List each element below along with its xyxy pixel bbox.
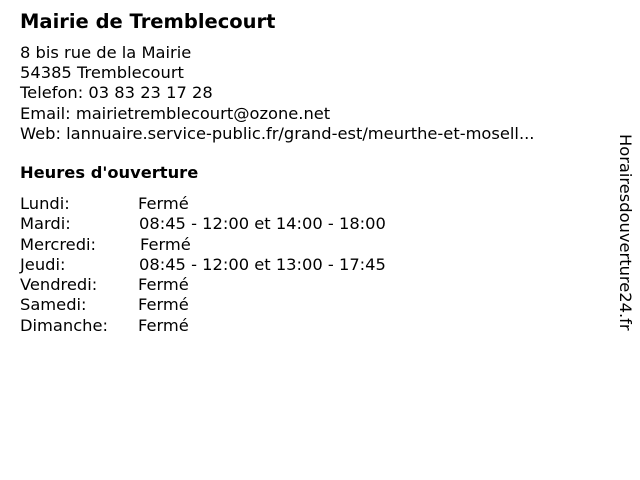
day-label: Mardi: xyxy=(20,214,71,234)
day-label: Samedi: xyxy=(20,295,87,315)
address-block xyxy=(20,43,534,144)
day-hours: 08:45 - 12:00 et 13:00 - 17:45 xyxy=(139,254,386,274)
phone-number: Telefon: 03 83 23 17 28 xyxy=(20,83,213,103)
page-title: Mairie de Tremblecourt xyxy=(20,10,276,33)
opening-hours-heading: Heures d'ouverture xyxy=(20,163,199,182)
day-label: Vendredi: xyxy=(20,275,98,295)
email-address: Email: mairietremblecourt@ozone.net xyxy=(20,103,331,123)
day-hours: Fermé xyxy=(138,295,189,315)
street-address: 8 bis rue de la Mairie xyxy=(20,43,192,62)
day-label: Lundi: xyxy=(20,194,70,213)
day-hours: 08:45 - 12:00 et 14:00 - 18:00 xyxy=(139,214,386,234)
brand-text: Horairesdouverture24.fr xyxy=(616,134,635,331)
website-url: Web: lannuaire.service-public.fr/grand-est/meurthe-et-mosell... xyxy=(20,123,535,143)
day-label: Jeudi: xyxy=(20,254,66,274)
day-hours: Fermé xyxy=(138,194,189,213)
day-hours: Fermé xyxy=(140,234,191,254)
day-label: Mercredi: xyxy=(20,234,97,254)
brand-watermark xyxy=(614,134,634,374)
day-hours: Fermé xyxy=(138,315,189,335)
day-label: Dimanche: xyxy=(20,315,108,335)
postal-city: 54385 Tremblecourt xyxy=(20,63,184,83)
day-hours: Fermé xyxy=(138,275,189,295)
